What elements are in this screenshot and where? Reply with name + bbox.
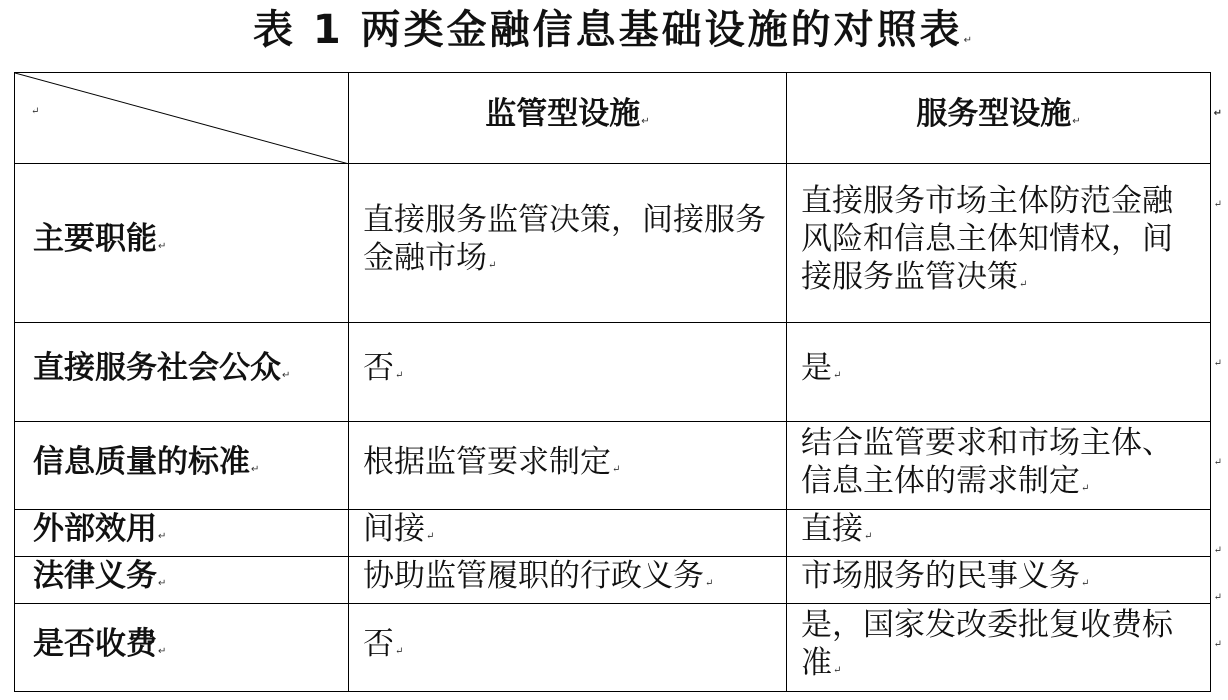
paragraph-mark-icon: ↵: [833, 370, 842, 381]
table-row: [15, 164, 1211, 323]
paragraph-mark-icon: ↵: [1019, 279, 1028, 290]
paragraph-mark-icon: ↵: [1072, 116, 1081, 127]
paragraph-mark-icon: ↵: [158, 531, 167, 542]
paragraph-mark-icon: ↵: [641, 116, 650, 127]
paragraph-mark-icon: ↵: [833, 664, 842, 676]
table-row: [15, 557, 1211, 604]
paragraph-mark-icon: ↵: [864, 531, 873, 542]
paragraph-mark-icon: ↵: [1213, 358, 1222, 369]
paragraph-mark-icon: ↵: [488, 260, 497, 271]
cell-service: 是↵ ↵: [787, 323, 1211, 422]
paragraph-mark-icon: ↵: [158, 578, 167, 589]
paragraph-mark-icon: ↵: [705, 578, 714, 589]
column-header-regulatory: 监管型设施↵: [349, 73, 787, 164]
paragraph-mark-icon: ↵: [1213, 457, 1222, 468]
paragraph-mark-icon: ↵: [1081, 578, 1090, 589]
cell-regulatory: 根据监管要求制定↵: [349, 422, 787, 510]
paragraph-mark-icon: ↵: [158, 241, 167, 252]
table-row: [15, 604, 1211, 692]
cell-regulatory: 否↵: [349, 604, 787, 692]
paragraph-mark-icon: ↵: [963, 35, 976, 46]
paragraph-mark-icon: ↵: [395, 645, 404, 657]
corner-cell: [15, 73, 349, 164]
cell-regulatory: 间接↵: [349, 510, 787, 557]
paragraph-mark-icon: ↵: [1213, 108, 1222, 119]
paragraph-mark-icon: ↵: [1213, 592, 1222, 603]
cell-service: 结合监管要求和市场主体、信息主体的需求制定↵ ↵: [787, 422, 1211, 510]
diagonal-line: [15, 73, 349, 164]
paragraph-mark-icon: ↵: [282, 370, 291, 381]
table-title: 表 1 两类金融信息基础设施的对照表↵: [252, 7, 976, 53]
column-header-service: 服务型设施↵ ↵: [787, 73, 1211, 164]
row-label: 是否收费↵: [15, 604, 349, 692]
paragraph-mark-icon: ↵: [1213, 199, 1222, 210]
cell-service: 直接服务市场主体防范金融风险和信息主体知情权，间接服务监管决策↵ ↵: [787, 164, 1211, 323]
cell-regulatory: 直接服务监管决策，间接服务金融市场↵: [349, 164, 787, 323]
table-row: [15, 422, 1211, 510]
paragraph-mark-icon: ↵: [158, 645, 167, 657]
paragraph-mark-icon: ↵: [251, 463, 260, 475]
table-row: [15, 510, 1211, 557]
cell-regulatory: 否↵: [349, 323, 787, 422]
cell-service: 市场服务的民事义务↵ ↵: [787, 557, 1211, 604]
row-label: 直接服务社会公众↵: [15, 323, 349, 422]
row-label: 主要职能↵: [15, 164, 349, 323]
paragraph-mark-icon: ↵: [612, 463, 621, 475]
paragraph-mark-icon: ↵: [395, 370, 404, 381]
paragraph-mark-icon: ↵: [1213, 639, 1222, 650]
paragraph-mark-icon: ↵: [426, 531, 435, 542]
paragraph-mark-icon: ↵: [1081, 482, 1090, 494]
row-label: 外部效用↵: [15, 510, 349, 557]
paragraph-mark-icon: ↵: [1213, 545, 1222, 556]
cell-regulatory: 协助监管履职的行政义务↵: [349, 557, 787, 604]
table-row: [15, 323, 1211, 422]
cell-service: 是，国家发改委批复收费标准↵ ↵: [787, 604, 1211, 692]
row-label: 法律义务↵: [15, 557, 349, 604]
comparison-table: [14, 72, 1222, 692]
row-label: 信息质量的标准↵: [15, 422, 349, 510]
paragraph-mark-icon: ↵: [31, 106, 40, 117]
header-row: [15, 73, 1211, 164]
cell-service: 直接↵ ↵: [787, 510, 1211, 557]
